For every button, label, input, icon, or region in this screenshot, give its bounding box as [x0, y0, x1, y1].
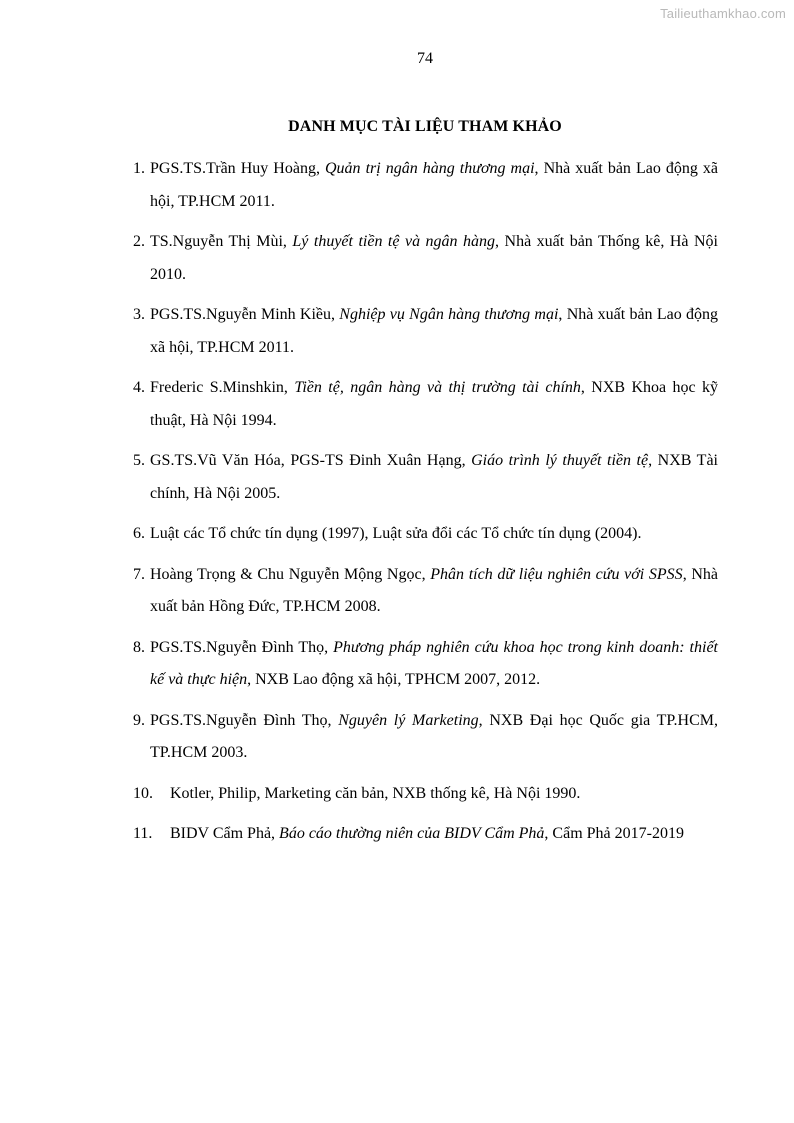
reference-author: Luật các Tổ chức tín dụng (1997), Luật sửa đổi các Tổ chức tín dụng (2004). — [150, 525, 642, 542]
reference-number: 6. — [133, 525, 145, 542]
reference-title: Lý thuyết tiền tệ và ngân hàng — [292, 233, 496, 250]
reference-number: 8. — [133, 638, 145, 656]
reference-author: Frederic S.Minshkin, — [150, 379, 295, 396]
watermark: Tailieuthamkhao.com — [660, 6, 786, 21]
reference-item-3 — [133, 299, 718, 364]
reference-author: PGS.TS.Nguyễn Đình Thọ, — [150, 711, 339, 729]
reference-publisher: , NXB Tài chính, Hà Nội 2005. — [150, 452, 718, 502]
reference-title: Nghiệp vụ Ngân hàng thương mại — [339, 306, 559, 323]
reference-publisher: , NXB Đại học Quốc gia TP.HCM, TP.HCM 2003. — [150, 711, 718, 761]
reference-author: GS.TS.Vũ Văn Hóa, PGS-TS Đinh Xuân Hạng, — [150, 452, 472, 469]
reference-number: 2. — [133, 233, 145, 250]
reference-list — [133, 153, 718, 859]
reference-item-6 — [133, 518, 718, 551]
reference-item-2 — [133, 226, 718, 291]
reference-author: PGS.TS.Trần Huy Hoàng, — [150, 160, 325, 177]
reference-number: 11. — [133, 825, 153, 842]
reference-author: TS.Nguyễn Thị Mùi, — [150, 233, 293, 250]
reference-publisher: , Nhà xuất bản Hồng Đức, TP.HCM 2008. — [150, 565, 719, 615]
reference-title: Phân tích dữ liệu nghiên cứu với SPSS — [430, 565, 683, 583]
reference-publisher: , NXB Khoa học kỹ thuật, Hà Nội 1994. — [150, 379, 718, 429]
reference-item-9 — [133, 705, 718, 770]
reference-publisher: , Nhà xuất bản Lao động xã hội, TP.HCM 2011. — [150, 160, 719, 210]
reference-publisher: , Nhà xuất bản Lao động xã hội, TP.HCM 2011. — [150, 306, 718, 356]
reference-title: Nguyên lý Marketing — [338, 711, 479, 729]
reference-author: PGS.TS.Nguyễn Minh Kiều, — [150, 306, 340, 323]
reference-item-1 — [133, 153, 718, 218]
reference-author: PGS.TS.Nguyễn Đình Thọ, — [150, 638, 334, 656]
page-number: 74 — [417, 50, 433, 67]
reference-number: 9. — [133, 711, 145, 729]
page-title: DANH MỤC TÀI LIỆU THAM KHẢO — [288, 118, 562, 135]
reference-author: Hoàng Trọng & Chu Nguyễn Mộng Ngọc, — [150, 565, 431, 583]
reference-author: Kotler, Philip, Marketing căn bản, NXB thống kê, Hà Nội 1990. — [170, 784, 581, 802]
reference-publisher: , NXB Lao động xã hội, TPHCM 2007, 2012. — [247, 671, 541, 688]
reference-item-5 — [133, 445, 718, 510]
reference-number: 5. — [133, 452, 145, 469]
reference-number: 7. — [133, 565, 145, 583]
reference-item-4 — [133, 372, 718, 437]
reference-title: Quản trị ngân hàng thương mại — [324, 160, 535, 177]
reference-title: Tiền tệ, ngân hàng và thị trường tài chính — [294, 379, 581, 396]
reference-item-8 — [133, 632, 718, 697]
reference-title: Giáo trình lý thuyết tiền tệ — [471, 452, 649, 469]
reference-title: Phương pháp nghiên cứu khoa học trong kinh doanh: thiết kế và thực hiện — [150, 638, 718, 688]
reference-item-7 — [133, 559, 718, 624]
reference-author: BIDV Cẩm Phả, — [170, 825, 280, 842]
reference-item-11 — [133, 818, 718, 851]
reference-number: 3. — [133, 306, 145, 323]
reference-publisher: , Cẩm Phả 2017-2019 — [544, 825, 684, 842]
reference-number: 10. — [133, 784, 153, 802]
reference-number: 1. — [133, 160, 145, 177]
reference-item-10 — [133, 778, 718, 811]
reference-title: Báo cáo thường niên của BIDV Cẩm Phả — [279, 825, 545, 842]
reference-number: 4. — [133, 379, 145, 396]
reference-publisher: , Nhà xuất bản Thống kê, Hà Nội 2010. — [150, 233, 718, 283]
